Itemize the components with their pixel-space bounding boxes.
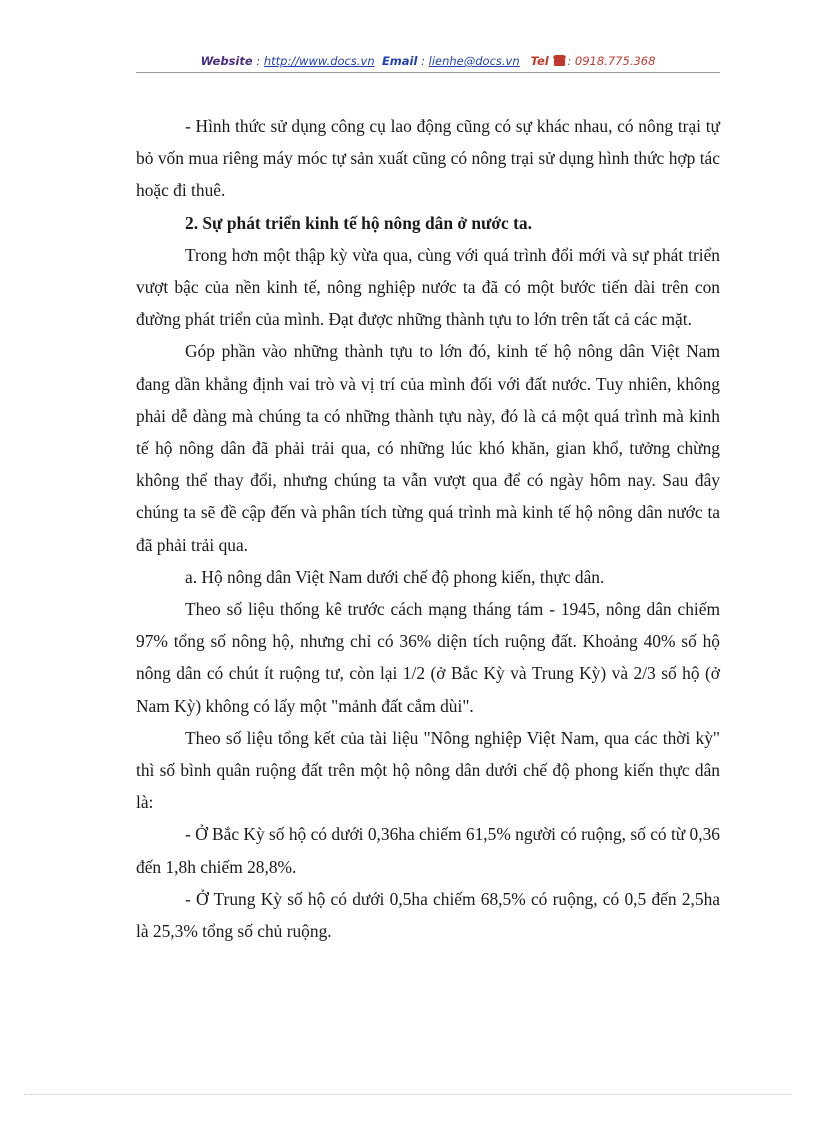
email-separator: : xyxy=(417,54,429,68)
tel-label: Tel xyxy=(530,54,549,68)
email-link[interactable]: lienhe@docs.vn xyxy=(428,54,520,68)
document-body xyxy=(136,110,720,947)
paragraph-statistics: Theo số liệu thống kê trước cách mạng tháng tám - 1945, nông dân chiếm 97% tổng số nông hộ, nhưng chỉ có 36% diện tích ruộng đất. Khoảng 40% số hộ nông dân có chút ít ruộng tư, còn lại 1/2 (ở Bắc Kỳ và Trung Kỳ) và 2/3 số hộ (ở Nam Kỳ) không có lấy một "mảnh đất cắm dùi". xyxy=(136,599,720,716)
paragraph-bac-ky: - Ở Bắc Kỳ số hộ có dưới 0,36ha chiếm 61,5% người có ruộng, số có từ 0,36 đến 1,8h chiếm 28,8%. xyxy=(136,824,720,877)
phone-icon xyxy=(554,57,565,66)
paragraph-contribution: Góp phần vào những thành tựu to lớn đó, kinh tế hộ nông dân Việt Nam đang dần khẳng định vai trò và vị trí của mình đối với đất nước. Tuy nhiên, không phải dễ dàng mà chúng ta có những thành tựu này, đó là cả một quá trình mà kinh tế hộ nông dân đã phải trải qua, có những lúc khó khăn, gian khổ, tưởng chừng không thể thay đổi, nhưng chúng ta vẫn vượt qua để có ngày hôm nay. Sau đây chúng ta sẽ đề cập đến và phân tích từng quá trình mà kinh tế hộ nông dân nước ta đã phải trải qua. xyxy=(136,341,720,555)
page-header xyxy=(136,52,720,73)
tel-number: 0918.775.368 xyxy=(574,54,656,68)
email-label: Email xyxy=(381,54,418,68)
paragraph-tools: - Hình thức sử dụng công cụ lao động cũng có sự khác nhau, có nông trại tự bỏ vốn mua riêng máy móc tự sản xuất cũng có nông trại sử dụng hình thức hợp tác hoặc đi thuê. xyxy=(136,116,720,201)
paragraph-summary: Theo số liệu tổng kết của tài liệu "Nông nghiệp Việt Nam, qua các thời kỳ" thì số bình quân ruộng đất trên một hộ nông dân dưới chế độ phong kiến thực dân là: xyxy=(136,727,720,813)
website-link[interactable]: http://www.docs.vn xyxy=(263,54,375,68)
website-label: Website xyxy=(200,54,253,68)
paragraph-subheading: a. Hộ nông dân Việt Nam dưới chế độ phong kiến, thực dân. xyxy=(185,566,605,587)
website-separator: : xyxy=(252,54,264,68)
tel-separator: : xyxy=(567,54,575,68)
section-heading: 2. Sự phát triển kinh tế hộ nông dân ở nước ta. xyxy=(185,212,532,233)
footer-divider xyxy=(24,1094,792,1095)
paragraph-decade: Trong hơn một thập kỳ vừa qua, cùng với quá trình đổi mới và sự phát triển vượt bậc của nền kinh tế, nông nghiệp nước ta đã có một bước tiến dài trên con đường phát triển của mình. Đạt được những thành tựu to lớn trên tất cả các mặt. xyxy=(136,244,720,330)
paragraph-trung-ky: - Ở Trung Kỳ số hộ có dưới 0,5ha chiếm 68,5% có ruộng, có 0,5 đến 2,5ha là 25,3% tổng số chủ ruộng. xyxy=(136,888,720,942)
